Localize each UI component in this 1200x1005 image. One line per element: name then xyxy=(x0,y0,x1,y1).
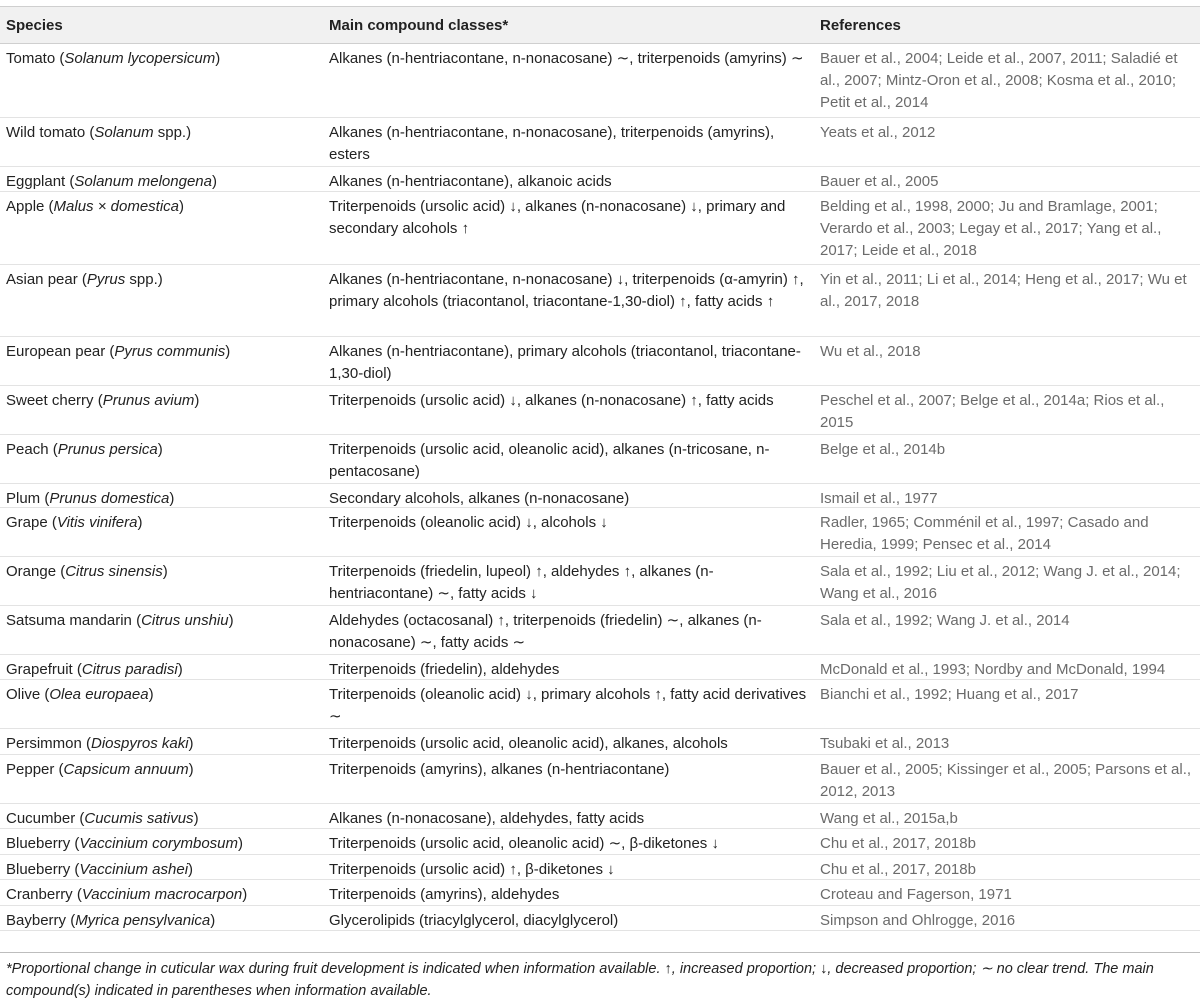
table-row xyxy=(0,386,1200,435)
table-body xyxy=(0,44,1200,931)
references-cell: Bauer et al., 2005 xyxy=(820,173,939,190)
compounds-cell: Triterpenoids (amyrins), aldehydes xyxy=(329,886,560,903)
references-cell: Sala et al., 1992; Liu et al., 2012; Wang J. et al., 2014; Wang et al., 2016 xyxy=(820,563,1181,602)
table-row xyxy=(0,435,1200,484)
table-row xyxy=(0,680,1200,729)
references-cell: Yeats et al., 2012 xyxy=(820,124,936,141)
compounds-cell: Triterpenoids (oleanolic acid) ↓, alcohols ↓ xyxy=(329,514,608,531)
compounds-cell: Secondary alcohols, alkanes (n-nonacosane) xyxy=(329,490,630,507)
species-cell: Satsuma mandarin (Citrus unshiu) xyxy=(6,612,234,629)
references-cell: Yin et al., 2011; Li et al., 2014; Heng et al., 2017; Wu et al., 2017, 2018 xyxy=(820,271,1187,310)
compounds-cell: Triterpenoids (ursolic acid, oleanolic acid), alkanes, alcohols xyxy=(329,735,728,752)
references-cell: Bauer et al., 2004; Leide et al., 2007, 2011; Saladié et al., 2007; Mintz-Oron et al., 2008; Kosma et al., 2010; Petit et al., 2014 xyxy=(820,50,1178,111)
compounds-cell: Triterpenoids (amyrins), alkanes (n-hentriacontane) xyxy=(329,761,670,778)
references-cell: McDonald et al., 1993; Nordby and McDonald, 1994 xyxy=(820,661,1166,678)
species-cell: Persimmon (Diospyros kaki) xyxy=(6,735,194,752)
species-cell: Tomato (Solanum lycopersicum) xyxy=(6,50,221,67)
species-cell: Olive (Olea europaea) xyxy=(6,686,154,703)
species-cell: Plum (Prunus domestica) xyxy=(6,490,175,507)
species-cell: Grapefruit (Citrus paradisi) xyxy=(6,661,183,678)
references-cell: Belding et al., 1998, 2000; Ju and Bramlage, 2001; Verardo et al., 2003; Legay et al., 2017; Yang et al., 2017; Leide et al., 2018 xyxy=(820,198,1162,259)
references-cell: Chu et al., 2017, 2018b xyxy=(820,861,976,878)
table-row xyxy=(0,44,1200,118)
compounds-cell: Triterpenoids (ursolic acid) ↓, alkanes (n-nonacosane) ↑, fatty acids xyxy=(329,392,774,409)
table-row xyxy=(0,167,1200,192)
species-cell: Asian pear (Pyrus spp.) xyxy=(6,271,163,288)
compounds-cell: Triterpenoids (oleanolic acid) ↓, primary alcohols ↑, fatty acid derivatives ∼ xyxy=(329,686,807,725)
table-footnote: *Proportional change in cuticular wax during fruit development is indicated when information available. ↑, increased proportion; ↓, decreased proportion; ∼ no clear trend. The main compound(s) indicated in parentheses when information available. xyxy=(6,961,1154,999)
table-bottom-rule xyxy=(0,952,1200,953)
species-cell: Cucumber (Cucumis sativus) xyxy=(6,810,199,827)
species-cell: Blueberry (Vaccinium corymbosum) xyxy=(6,835,244,852)
references-cell: Belge et al., 2014b xyxy=(820,441,946,458)
references-cell: Sala et al., 1992; Wang J. et al., 2014 xyxy=(820,612,1070,629)
references-cell: Radler, 1965; Comménil et al., 1997; Casado and Heredia, 1999; Pensec et al., 2014 xyxy=(820,514,1149,553)
table-row xyxy=(0,829,1200,855)
compounds-cell: Triterpenoids (ursolic acid, oleanolic acid), alkanes (n-tricosane, n-pentacosane) xyxy=(329,441,770,480)
table-row xyxy=(0,265,1200,337)
table-row xyxy=(0,855,1200,880)
table-row xyxy=(0,337,1200,386)
table-row xyxy=(0,880,1200,906)
species-cell: Blueberry (Vaccinium ashei) xyxy=(6,861,194,878)
table-row xyxy=(0,804,1200,829)
references-cell: Peschel et al., 2007; Belge et al., 2014a; Rios et al., 2015 xyxy=(820,392,1165,431)
species-cell: Orange (Citrus sinensis) xyxy=(6,563,168,580)
references-cell: Croteau and Fagerson, 1971 xyxy=(820,886,1012,903)
references-cell: Bauer et al., 2005; Kissinger et al., 2005; Parsons et al., 2012, 2013 xyxy=(820,761,1192,800)
table-row xyxy=(0,557,1200,606)
species-cell: Grape (Vitis vinifera) xyxy=(6,514,143,531)
references-cell: Wu et al., 2018 xyxy=(820,343,921,360)
header-species: Species xyxy=(6,16,63,34)
species-cell: Sweet cherry (Prunus avium) xyxy=(6,392,200,409)
species-cell: Bayberry (Myrica pensylvanica) xyxy=(6,912,216,929)
table-row xyxy=(0,906,1200,931)
species-cell: Eggplant (Solanum melongena) xyxy=(6,173,217,190)
header-references: References xyxy=(820,16,901,34)
table-row xyxy=(0,484,1200,508)
species-cell: Peach (Prunus persica) xyxy=(6,441,163,458)
compounds-cell: Alkanes (n-hentriacontane, n-nonacosane) ↓, triterpenoids (α-amyrin) ↑, primary alcohols (triacontanol, triacontane-1,30-diol) ↑, fatty acids ↑ xyxy=(329,271,804,310)
compounds-cell: Triterpenoids (friedelin), aldehydes xyxy=(329,661,560,678)
references-cell: Bianchi et al., 1992; Huang et al., 2017 xyxy=(820,686,1079,703)
species-cell: Pepper (Capsicum annuum) xyxy=(6,761,194,778)
table-row xyxy=(0,655,1200,680)
table-row xyxy=(0,118,1200,167)
species-cell: European pear (Pyrus communis) xyxy=(6,343,231,360)
compounds-cell: Alkanes (n-nonacosane), aldehydes, fatty acids xyxy=(329,810,645,827)
table-row xyxy=(0,755,1200,804)
table-row xyxy=(0,192,1200,265)
table-row xyxy=(0,508,1200,557)
references-cell: Simpson and Ohlrogge, 2016 xyxy=(820,912,1016,929)
compounds-cell: Alkanes (n-hentriacontane), alkanoic acids xyxy=(329,173,612,190)
references-cell: Tsubaki et al., 2013 xyxy=(820,735,950,752)
compounds-cell: Alkanes (n-hentriacontane), primary alcohols (triacontanol, triacontane-1,30-diol) xyxy=(329,343,801,382)
compounds-cell: Triterpenoids (friedelin, lupeol) ↑, aldehydes ↑, alkanes (n-hentriacontane) ∼, fatty acids ↓ xyxy=(329,563,714,602)
compounds-cell: Glycerolipids (triacylglycerol, diacylglycerol) xyxy=(329,912,619,929)
compounds-cell: Alkanes (n-hentriacontane, n-nonacosane), triterpenoids (amyrins), esters xyxy=(329,124,775,163)
table-header xyxy=(0,6,1200,44)
references-cell: Ismail et al., 1977 xyxy=(820,490,938,507)
species-cell: Apple (Malus × domestica) xyxy=(6,198,185,215)
references-cell: Chu et al., 2017, 2018b xyxy=(820,835,976,852)
header-compounds: Main compound classes* xyxy=(329,16,509,34)
table-row xyxy=(0,606,1200,655)
compounds-cell: Alkanes (n-hentriacontane, n-nonacosane) ∼, triterpenoids (amyrins) ∼ xyxy=(329,50,804,67)
compounds-cell: Aldehydes (octacosanal) ↑, triterpenoids (friedelin) ∼, alkanes (n-nonacosane) ∼, fatty acids ∼ xyxy=(329,612,762,651)
species-cell: Cranberry (Vaccinium macrocarpon) xyxy=(6,886,248,903)
wax-composition-table xyxy=(0,6,1200,931)
compounds-cell: Triterpenoids (ursolic acid, oleanolic acid) ∼, β-diketones ↓ xyxy=(329,835,719,852)
compounds-cell: Triterpenoids (ursolic acid) ↑, β-diketones ↓ xyxy=(329,861,615,878)
table-row xyxy=(0,729,1200,755)
species-cell: Wild tomato (Solanum spp.) xyxy=(6,124,192,141)
compounds-cell: Triterpenoids (ursolic acid) ↓, alkanes (n-nonacosane) ↓, primary and secondary alcohols ↑ xyxy=(329,198,786,237)
references-cell: Wang et al., 2015a,b xyxy=(820,810,958,827)
